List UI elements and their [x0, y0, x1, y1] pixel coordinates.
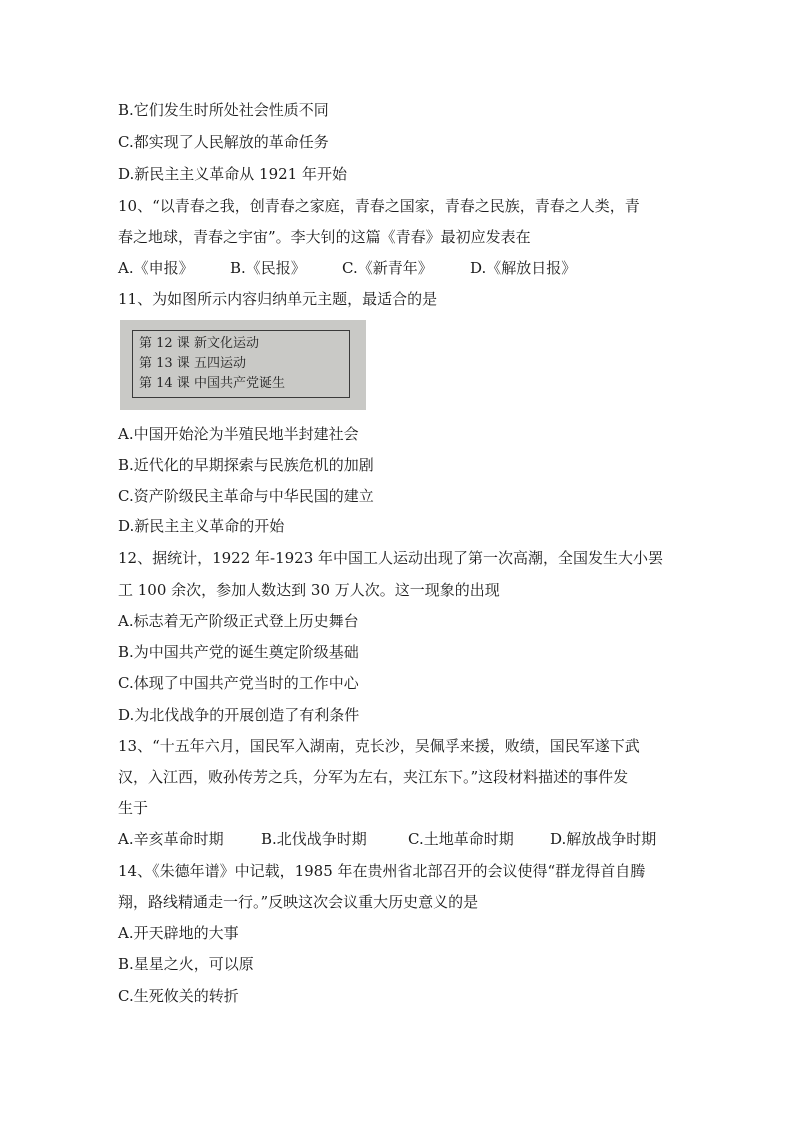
figure-lesson-13: 第 13 课 五四运动 [139, 356, 246, 371]
q14-stem-line2: 翔，路线精通走一行。”反映这次会议重大历史意义的是 [118, 893, 479, 911]
q9-option-d: D.新民主主义革命从 1921 年开始 [118, 165, 347, 183]
q13-option-a: A.辛亥革命时期 [118, 830, 224, 848]
q13-option-c: C.土地革命时期 [408, 830, 514, 848]
figure-lesson-12: 第 12 课 新文化运动 [139, 336, 259, 351]
q12-option-a: A.标志着无产阶级正式登上历史舞台 [118, 612, 359, 630]
q14-option-a: A.开天辟地的大事 [118, 924, 239, 942]
q14-stem-line1: 14、《朱德年谱》中记载，1985 年在贵州省北部召开的会议使得“群龙得首自腾 [118, 862, 646, 880]
q13-option-b: B.北伐战争时期 [261, 830, 367, 848]
figure-lesson-14: 第 14 课 中国共产党诞生 [139, 376, 285, 391]
q12-option-c: C.体现了中国共产党当时的工作中心 [118, 674, 359, 692]
q9-option-b: B.它们发生时所处社会性质不同 [118, 101, 329, 119]
q11-option-d: D.新民主主义革命的开始 [118, 517, 285, 535]
q10-stem-line2: 春之地球，青春之宇宙”。李大钊的这篇《青春》最初应发表在 [118, 228, 531, 246]
q13-option-d: D.解放战争时期 [550, 830, 657, 848]
q10-option-b: B.《民报》 [230, 259, 306, 277]
q10-option-a: A.《申报》 [118, 259, 194, 277]
q13-stem-line1: 13、“十五年六月，国民军入湖南，克长沙，吴佩孚来援，败绩，国民军遂下武 [118, 737, 640, 755]
q14-option-c: C.生死攸关的转折 [118, 987, 239, 1005]
q12-option-b: B.为中国共产党的诞生奠定阶级基础 [118, 643, 359, 661]
q11-option-b: B.近代化的早期探索与民族危机的加剧 [118, 456, 374, 474]
q14-option-b: B.星星之火，可以原 [118, 955, 254, 973]
q10-option-c: C.《新青年》 [342, 259, 433, 277]
q12-stem-line2: 工 100 余次，参加人数达到 30 万人次。这一现象的出现 [118, 581, 500, 599]
q10-stem-line1: 10、“以青春之我，创青春之家庭，青春之国家，青春之民族，青春之人类，青 [118, 197, 640, 215]
q12-stem-line1: 12、据统计，1922 年-1923 年中国工人运动出现了第一次高潮，全国发生大小罢 [118, 549, 664, 567]
q10-option-d: D.《解放日报》 [470, 259, 577, 277]
q11-lesson-box [132, 330, 350, 398]
q9-option-c: C.都实现了人民解放的革命任务 [118, 133, 329, 151]
q13-stem-line3: 生于 [118, 799, 149, 817]
q11-stem: 11、为如图所示内容归纳单元主题，最适合的是 [118, 290, 438, 308]
q11-option-a: A.中国开始沦为半殖民地半封建社会 [118, 425, 359, 443]
q11-lesson-figure [120, 320, 366, 410]
q12-option-d: D.为北伐战争的开展创造了有利条件 [118, 706, 360, 724]
q13-stem-line2: 汉，入江西，败孙传芳之兵，分军为左右，夹江东下。”这段材料描述的事件发 [118, 768, 629, 786]
q11-option-c: C.资产阶级民主革命与中华民国的建立 [118, 487, 374, 505]
